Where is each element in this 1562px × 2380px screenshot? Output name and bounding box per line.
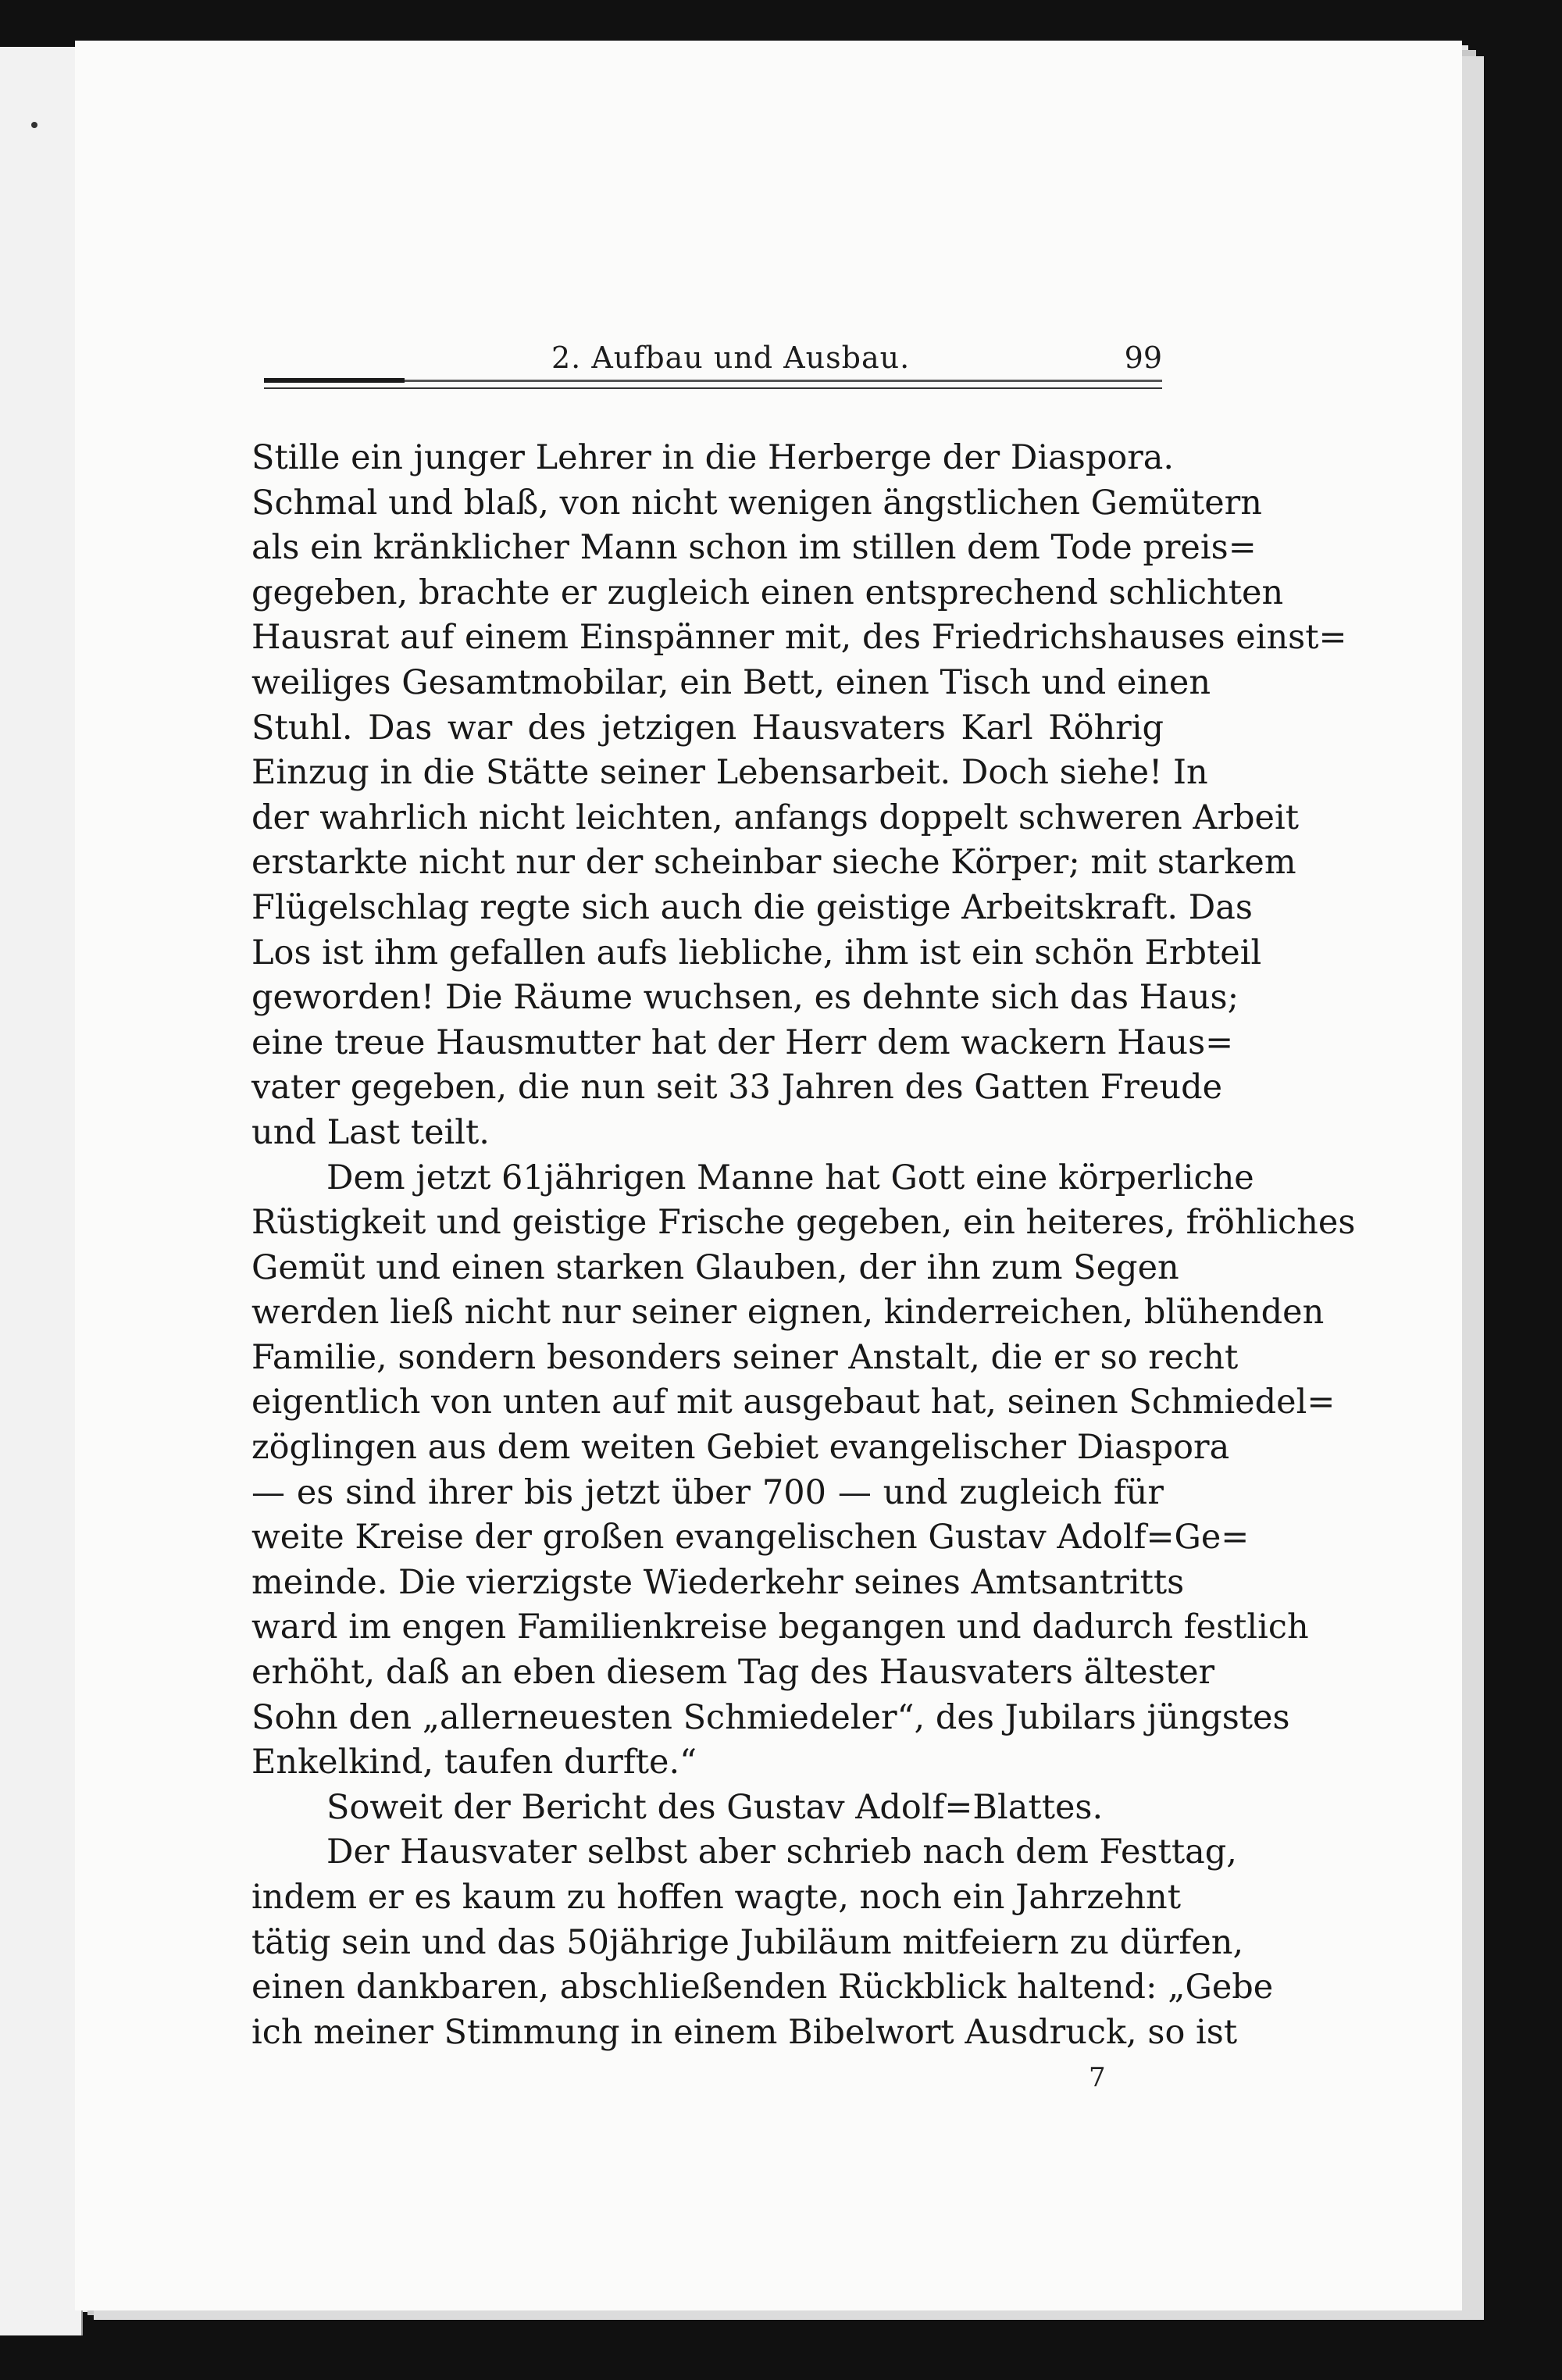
text-line: ward im engen Familienkreise begangen und dadurch festlich <box>251 1607 1309 1647</box>
facing-page-mark <box>31 122 37 128</box>
text-line: Enkelkind, taufen durfte.“ <box>251 1743 697 1782</box>
facing-page <box>0 47 83 2335</box>
text-line: Sohn den „allerneuesten Schmiedeler“, des Jubilars jüngstes <box>251 1697 1290 1737</box>
page-number: 99 <box>1124 341 1162 375</box>
text-line: erhöht, daß an eben diesem Tag des Hausvaters ältester <box>251 1653 1215 1693</box>
text-line: geworden! Die Räume wuchsen, es dehnte sich das Haus; <box>251 978 1239 1018</box>
header-rule <box>264 387 1162 389</box>
header-rule-accent <box>264 378 405 383</box>
text-line: einen dankbaren, abschließenden Rückblick haltend: „Gebe <box>251 1968 1274 2007</box>
text-line: und Last teilt. <box>251 1112 490 1152</box>
text-line: weiliges Gesamtmobilar, ein Bett, einen Tisch und einen <box>251 662 1211 702</box>
text-line: Stuhl. Das war des jetzigen Hausvaters Karl Röhrig <box>251 708 1164 748</box>
text-line: Soweit der Bericht des Gustav Adolf=Blattes. <box>326 1787 1104 1827</box>
text-line: Familie, sondern besonders seiner Anstalt, die er so recht <box>251 1337 1239 1377</box>
text-line: Schmal und blaß, von nicht wenigen ängstlichen Gemütern <box>251 483 1262 523</box>
text-line: tätig sein und das 50jährige Jubiläum mitfeiern zu dürfen, <box>251 1922 1244 1962</box>
text-line: Flügelschlag regte sich auch die geistige Arbeitskraft. Das <box>251 887 1253 927</box>
text-line: gegeben, brachte er zugleich einen entsprechend schlichten <box>251 573 1284 612</box>
body-text <box>251 436 1356 2055</box>
text-line: ich meiner Stimmung in einem Bibelwort Ausdruck, so ist <box>251 2012 1238 2052</box>
text-line: Los ist ihm gefallen aufs liebliche, ihm ist ein schön Erbteil <box>251 933 1262 972</box>
text-line: werden ließ nicht nur seiner eignen, kinderreichen, blühenden <box>251 1293 1325 1333</box>
text-line: eine treue Hausmutter hat der Herr dem wackern Haus= <box>251 1022 1234 1062</box>
text-line: meinde. Die vierzigste Wiederkehr seines Amtsantritts <box>251 1562 1185 1602</box>
text-line: eigentlich von unten auf mit ausgebaut hat, seinen Schmiedel= <box>251 1383 1336 1422</box>
text-line: Hausrat auf einem Einspänner mit, des Friedrichshauses einst= <box>251 618 1347 658</box>
text-line: vater gegeben, die nun seit 33 Jahren des Gatten Freude <box>251 1068 1223 1108</box>
text-line: zöglingen aus dem weiten Gebiet evangelischer Diaspora <box>251 1428 1230 1468</box>
text-line: Stille ein junger Lehrer in die Herberge der Diaspora. <box>251 438 1175 477</box>
text-line: der wahrlich nicht leichten, anfangs doppelt schweren Arbeit <box>251 797 1300 837</box>
text-line: Rüstigkeit und geistige Frische gegeben, ein heiteres, fröhliches <box>251 1203 1356 1243</box>
text-line: — es sind ihrer bis jetzt über 700 — und zugleich für <box>251 1472 1164 1512</box>
text-line: weite Kreise der großen evangelischen Gustav Adolf=Ge= <box>251 1518 1250 1558</box>
text-line: Gemüt und einen starken Glauben, der ihn zum Segen <box>251 1247 1179 1287</box>
text-line: Der Hausvater selbst aber schrieb nach dem Festtag, <box>326 1832 1237 1872</box>
text-line: indem er es kaum zu hoffen wagte, noch ein Jahrzehnt <box>251 1878 1182 1917</box>
text-line: als ein kränklicher Mann schon im stillen dem Tode preis= <box>251 528 1257 568</box>
text-line: Dem jetzt 61jährigen Manne hat Gott eine körperliche <box>326 1158 1254 1197</box>
text-line: erstarkte nicht nur der scheinbar sieche Körper; mit starkem <box>251 843 1296 883</box>
text-line: Einzug in die Stätte seiner Lebensarbeit. Doch siehe! In <box>251 753 1208 793</box>
running-head-title: 2. Aufbau und Ausbau. <box>551 341 911 375</box>
signature-mark: 7 <box>1089 2062 1106 2093</box>
